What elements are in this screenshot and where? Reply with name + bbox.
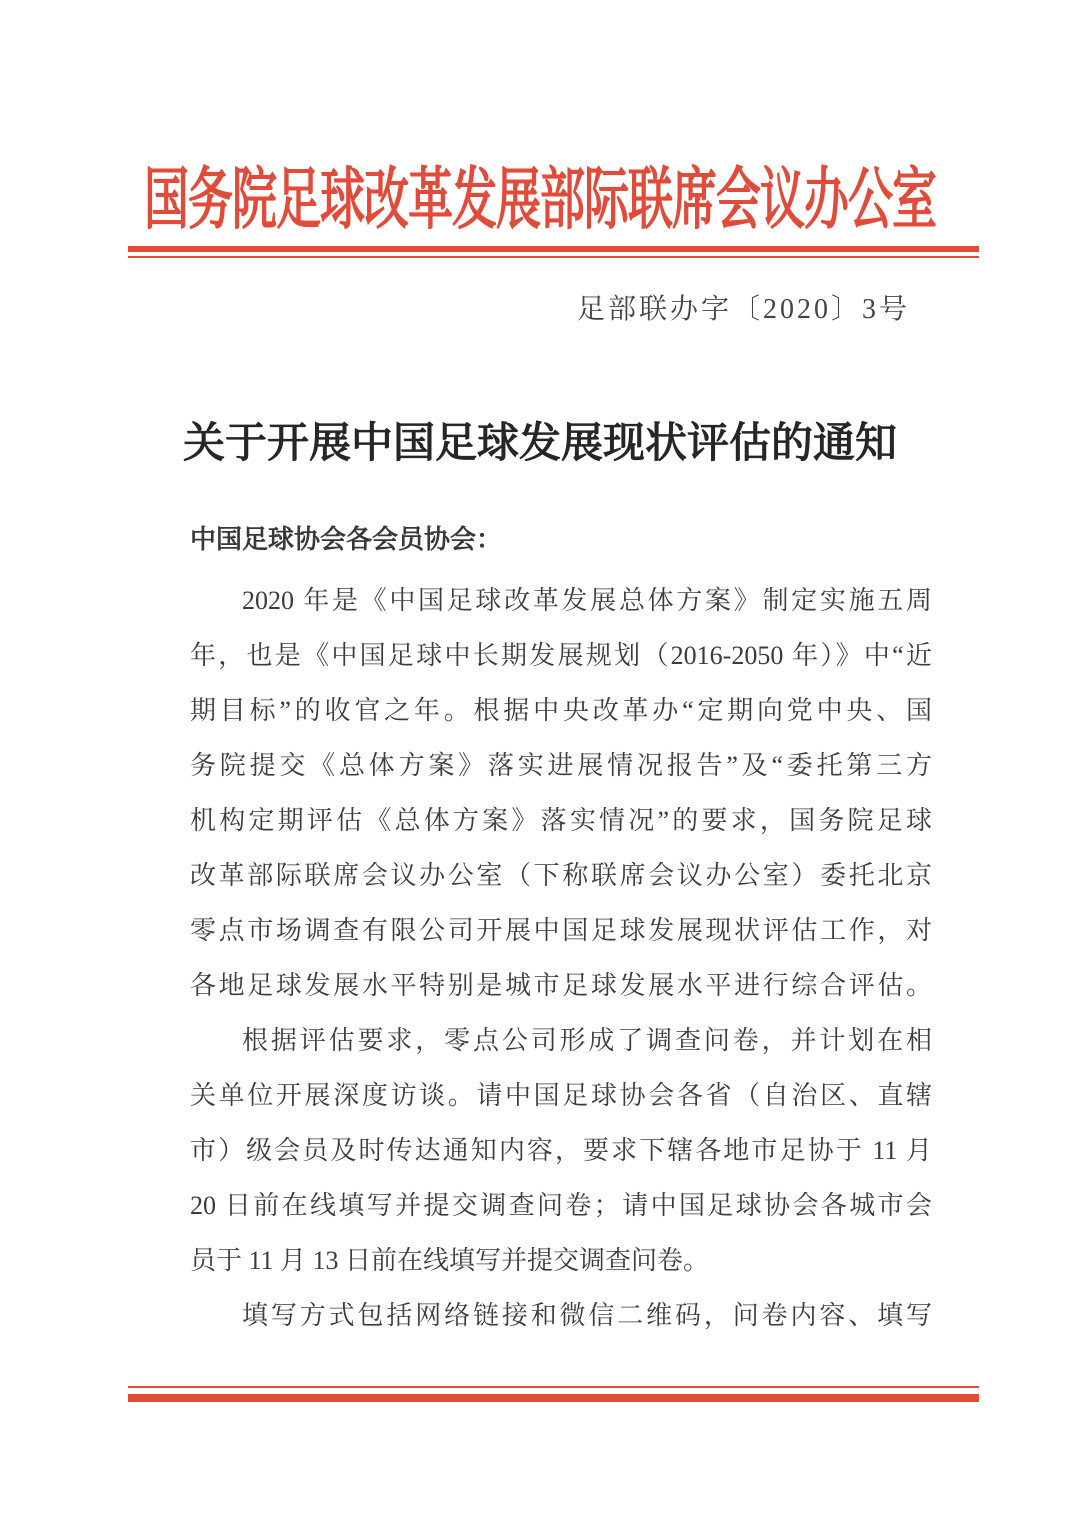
body-line: 根据评估要求，零点公司形成了调查问卷，并计划在相 <box>242 1026 932 1055</box>
letterhead-title <box>0 162 1080 238</box>
letterhead-title-text: 国务院足球改革发展部际联席会议办公室 <box>143 162 936 238</box>
letterhead-divider <box>128 246 979 258</box>
letterhead-divider-thin-line <box>128 256 979 258</box>
body-line: 员于 11 月 13 日前在线填写并提交调查问卷。 <box>190 1246 710 1275</box>
body-line: 务院提交《总体方案》落实进展情况报告”及“委托第三方 <box>190 751 932 780</box>
body-line: 各地足球发展水平特别是城市足球发展水平进行综合评估。 <box>190 971 932 1000</box>
document-title: 关于开展中国足球发展现状评估的通知 <box>182 421 897 467</box>
document-number: 足部联办字〔2020〕3号 <box>576 294 910 325</box>
body-line: 年，也是《中国足球中长期发展规划（2016-2050 年）》中“近 <box>190 641 932 670</box>
footer-divider-thick-line <box>128 1394 979 1402</box>
body-line: 期目标”的收官之年。根据中央改革办“定期向党中央、国 <box>190 696 932 725</box>
paragraph <box>190 573 932 1013</box>
salutation: 中国足球协会各会员协会： <box>190 525 503 554</box>
paragraph <box>190 1288 932 1343</box>
footer-divider <box>128 1386 979 1402</box>
body-line: 机构定期评估《总体方案》落实情况”的要求，国务院足球 <box>190 806 932 835</box>
body-line: 2020 年是《中国足球改革发展总体方案》制定实施五周 <box>242 586 932 615</box>
body-line: 20 日前在线填写并提交调查问卷；请中国足球协会各城市会 <box>190 1191 932 1220</box>
body-line: 改革部际联席会议办公室（下称联席会议办公室）委托北京 <box>190 861 932 890</box>
body-line: 关单位开展深度访谈。请中国足球协会各省（自治区、直辖 <box>190 1081 932 1110</box>
paragraph <box>190 1013 932 1288</box>
document-body <box>190 573 932 1343</box>
body-line: 零点市场调查有限公司开展中国足球发展现状评估工作，对 <box>190 916 932 945</box>
body-line: 填写方式包括网络链接和微信二维码，问卷内容、填写 <box>242 1301 932 1330</box>
body-line: 市）级会员及时传达通知内容，要求下辖各地市足协于 11 月 <box>190 1136 932 1165</box>
